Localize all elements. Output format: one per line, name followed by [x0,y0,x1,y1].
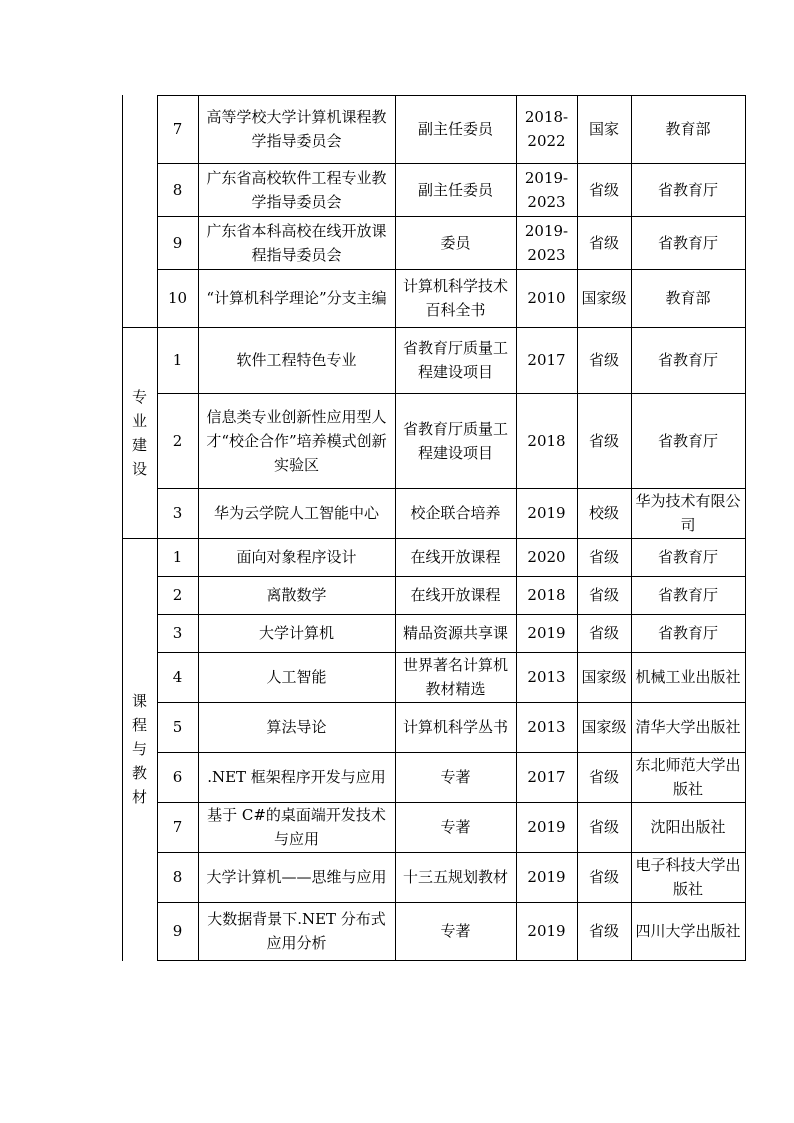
column-divider [395,95,396,961]
item-level: 省级 [588,818,619,836]
item-year: 2013 [527,668,566,686]
item-level: 省级 [588,922,619,940]
column-divider [577,95,578,961]
item-name: 华为云学院人工智能中心 [213,504,379,522]
issuing-authority: 省教育厅 [657,586,718,604]
item-year: 2019 [527,922,566,940]
item-name: 大数据背景下.NET 分布式应用分析 [207,910,386,952]
item-type: 世界著名计算机教材精选 [402,656,508,698]
table-top-border [157,95,746,96]
item-level: 省级 [588,868,619,886]
row-number: 2 [172,586,183,604]
row-number: 4 [172,668,183,686]
item-year: 2019 [527,818,566,836]
issuing-authority: 省教育厅 [657,431,718,450]
issuing-authority: 电子科技大学出版社 [635,856,741,898]
item-name: 大学计算机——思维与应用 [206,868,387,886]
issuing-authority: 教育部 [665,289,711,307]
row-number: 7 [172,120,183,138]
issuing-authority: 机械工业出版社 [635,668,741,686]
item-level: 省级 [588,431,619,450]
item-level: 国家级 [581,718,627,736]
item-type: 在线开放课程 [410,586,501,604]
row-divider [157,960,746,961]
item-name: 离散数学 [266,586,327,604]
category-label: 课 程 与 教 材 [131,692,147,806]
row-number: 6 [172,768,183,786]
issuing-authority: 省教育厅 [657,548,718,566]
row-number: 3 [172,504,183,522]
item-name: 信息类专业创新性应用型人才“校企合作”培养模式创新实验区 [206,407,387,474]
item-year: 2018 [527,431,566,450]
issuing-authority: 省教育厅 [657,233,718,252]
issuing-authority: 沈阳出版社 [650,818,726,836]
item-year: 2018 [527,586,566,604]
category-label: 专 业 建 设 [131,387,147,478]
issuing-authority: 省教育厅 [657,624,718,642]
row-number: 8 [172,180,183,199]
column-divider [631,95,632,961]
item-year: 2017 [527,768,566,786]
item-year: 2019 [527,504,566,522]
item-year: 2010 [527,289,566,307]
item-type: 副主任委员 [417,180,493,199]
row-number: 5 [172,718,183,736]
issuing-authority: 省教育厅 [657,351,718,369]
item-name: “计算机科学理论”分支主编 [206,289,387,307]
item-type: 校企联合培养 [410,504,501,522]
item-year: 2019-2023 [524,221,569,264]
column-divider [745,95,746,961]
item-year: 2019-2023 [524,168,569,211]
item-name: 面向对象程序设计 [236,548,357,566]
item-type: 计算机科学技术百科全书 [402,277,508,319]
item-name: 高等学校大学计算机课程教学指导委员会 [206,108,387,150]
item-year: 2013 [527,718,566,736]
issuing-authority: 省教育厅 [657,180,718,199]
item-year: 2020 [527,548,566,566]
item-type: 委员 [440,233,471,252]
row-number: 2 [172,431,183,450]
item-level: 省级 [588,351,619,369]
item-type: 在线开放课程 [410,548,501,566]
column-divider [157,95,158,961]
row-number: 7 [172,818,183,836]
item-type: 副主任委员 [417,120,493,138]
issuing-authority: 四川大学出版社 [635,922,741,940]
table-left-border [122,95,123,961]
issuing-authority: 教育部 [665,120,711,138]
item-name: 广东省高校软件工程专业教学指导委员会 [206,168,387,211]
row-number: 9 [172,233,183,252]
item-type: 专著 [440,922,471,940]
item-level: 校级 [588,504,619,522]
item-name: 算法导论 [266,718,327,736]
achievements-table [122,95,746,971]
item-type: 精品资源共享课 [402,624,508,642]
item-level: 省级 [588,586,619,604]
item-name: 大学计算机 [258,624,334,642]
item-type: 专著 [440,818,471,836]
item-year: 2019 [527,868,566,886]
item-year: 2018-2022 [524,108,569,150]
issuing-authority: 清华大学出版社 [635,718,741,736]
item-level: 省级 [588,548,619,566]
item-name: 人工智能 [266,668,327,686]
item-type: 专著 [440,768,471,786]
row-number: 1 [172,548,183,566]
item-name: .NET 框架程序开发与应用 [207,768,386,786]
row-number: 8 [172,868,183,886]
item-type: 省教育厅质量工程建设项目 [402,419,508,462]
row-number: 3 [172,624,183,642]
item-level: 省级 [588,180,619,199]
item-year: 2017 [527,351,566,369]
item-level: 省级 [588,768,619,786]
item-year: 2019 [527,624,566,642]
item-name: 广东省本科高校在线开放课程指导委员会 [206,221,387,264]
item-level: 省级 [588,233,619,252]
column-divider [198,95,199,961]
issuing-authority: 华为技术有限公司 [635,492,741,534]
item-level: 国家 [588,120,619,138]
item-level: 省级 [588,624,619,642]
row-number: 10 [167,289,188,307]
issuing-authority: 东北师范大学出版社 [635,756,741,798]
column-divider [516,95,517,961]
item-type: 十三五规划教材 [402,868,508,886]
row-number: 9 [172,922,183,940]
item-name: 软件工程特色专业 [236,351,357,369]
item-level: 国家级 [581,668,627,686]
item-type: 计算机科学丛书 [402,718,508,736]
item-name: 基于 C#的桌面端开发技术与应用 [207,806,386,848]
row-number: 1 [172,351,183,369]
item-level: 国家级 [581,289,627,307]
item-type: 省教育厅质量工程建设项目 [402,339,508,381]
